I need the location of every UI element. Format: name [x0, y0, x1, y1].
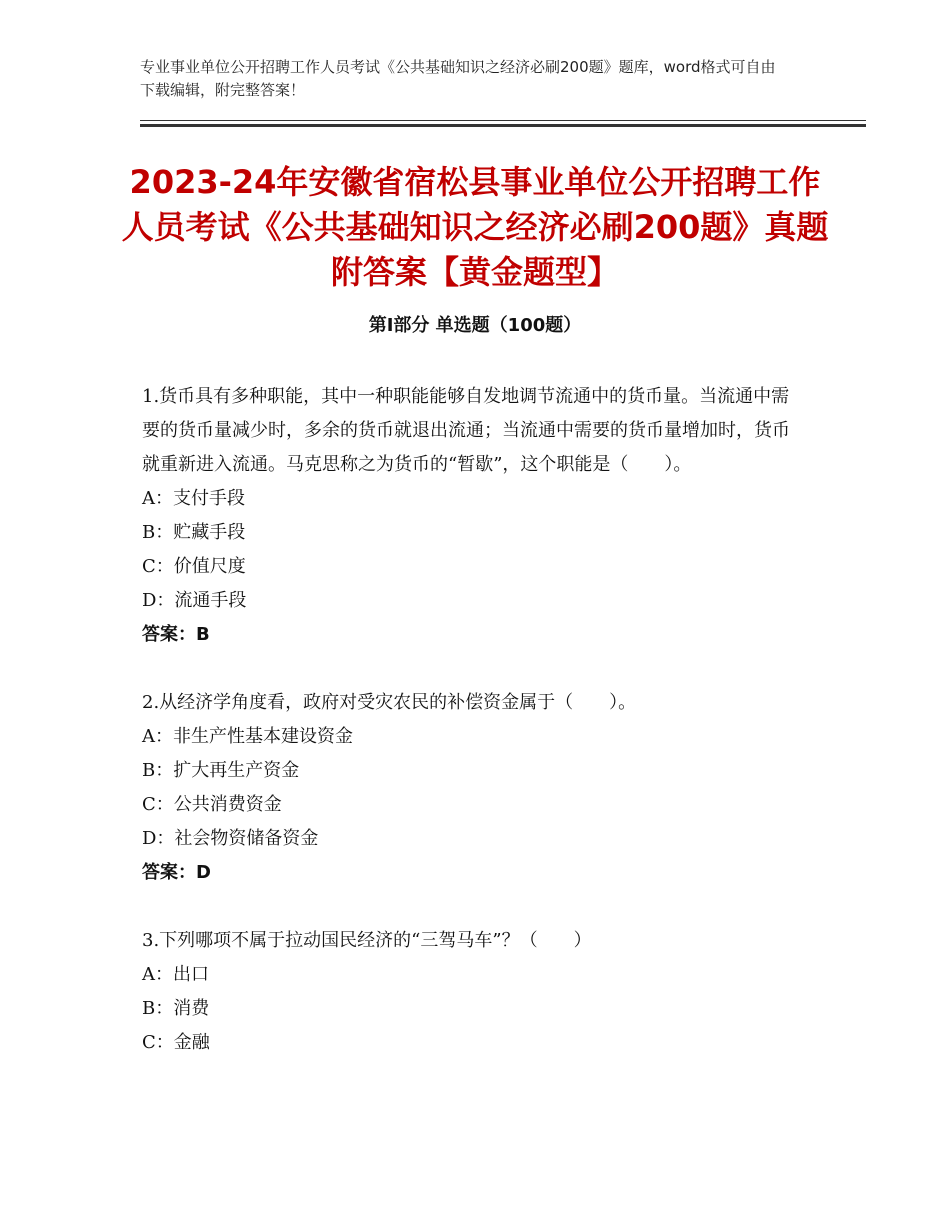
option-a: A：支付手段 — [142, 488, 245, 509]
question-list — [142, 380, 802, 1094]
option-c: C：金融 — [142, 1032, 210, 1053]
option-b: B：贮藏手段 — [142, 522, 246, 543]
question-stem: 1.货币具有多种职能，其中一种职能能够自发地调节流通中的货币量。当流通中需要的货币量减少时，多余的货币就退出流通；当流通中需要的货币量增加时，货币就重新进入流通。马克思称之为货币的“暂歇”，这个职能是（ ）。 — [142, 386, 790, 475]
question-stem: 3.下列哪项不属于拉动国民经济的“三驾马车”？（ ） — [142, 930, 592, 951]
question-stem: 2.从经济学角度看，政府对受灾农民的补偿资金属于（ ）。 — [142, 692, 637, 713]
header-divider-thin — [140, 120, 866, 121]
option-b: B：消费 — [142, 998, 210, 1019]
option-d: D：流通手段 — [142, 590, 247, 611]
option-d: D：社会物资储备资金 — [142, 828, 319, 849]
section-title: 第Ⅰ部分 单选题（100题） — [368, 315, 582, 336]
header-note: 专业事业单位公开招聘工作人员考试《公共基础知识之经济必刷200题》题库，word格式可自由下载编辑，附完整答案！ — [140, 58, 776, 99]
question-1 — [142, 380, 802, 652]
option-c: C：公共消费资金 — [142, 794, 282, 815]
option-b: B：扩大再生产资金 — [142, 760, 300, 781]
question-2 — [142, 686, 802, 890]
option-a: A：非生产性基本建设资金 — [142, 726, 353, 747]
option-c: C：价值尺度 — [142, 556, 246, 577]
document-title: 2023-24年安徽省宿松县事业单位公开招聘工作人员考试《公共基础知识之经济必刷200题》真题附答案【黄金题型】 — [121, 163, 829, 291]
option-a: A：出口 — [142, 964, 209, 985]
answer: 答案：D — [142, 862, 211, 883]
answer: 答案：B — [142, 624, 210, 645]
header-divider-thick — [140, 124, 866, 127]
question-3 — [142, 924, 802, 1060]
